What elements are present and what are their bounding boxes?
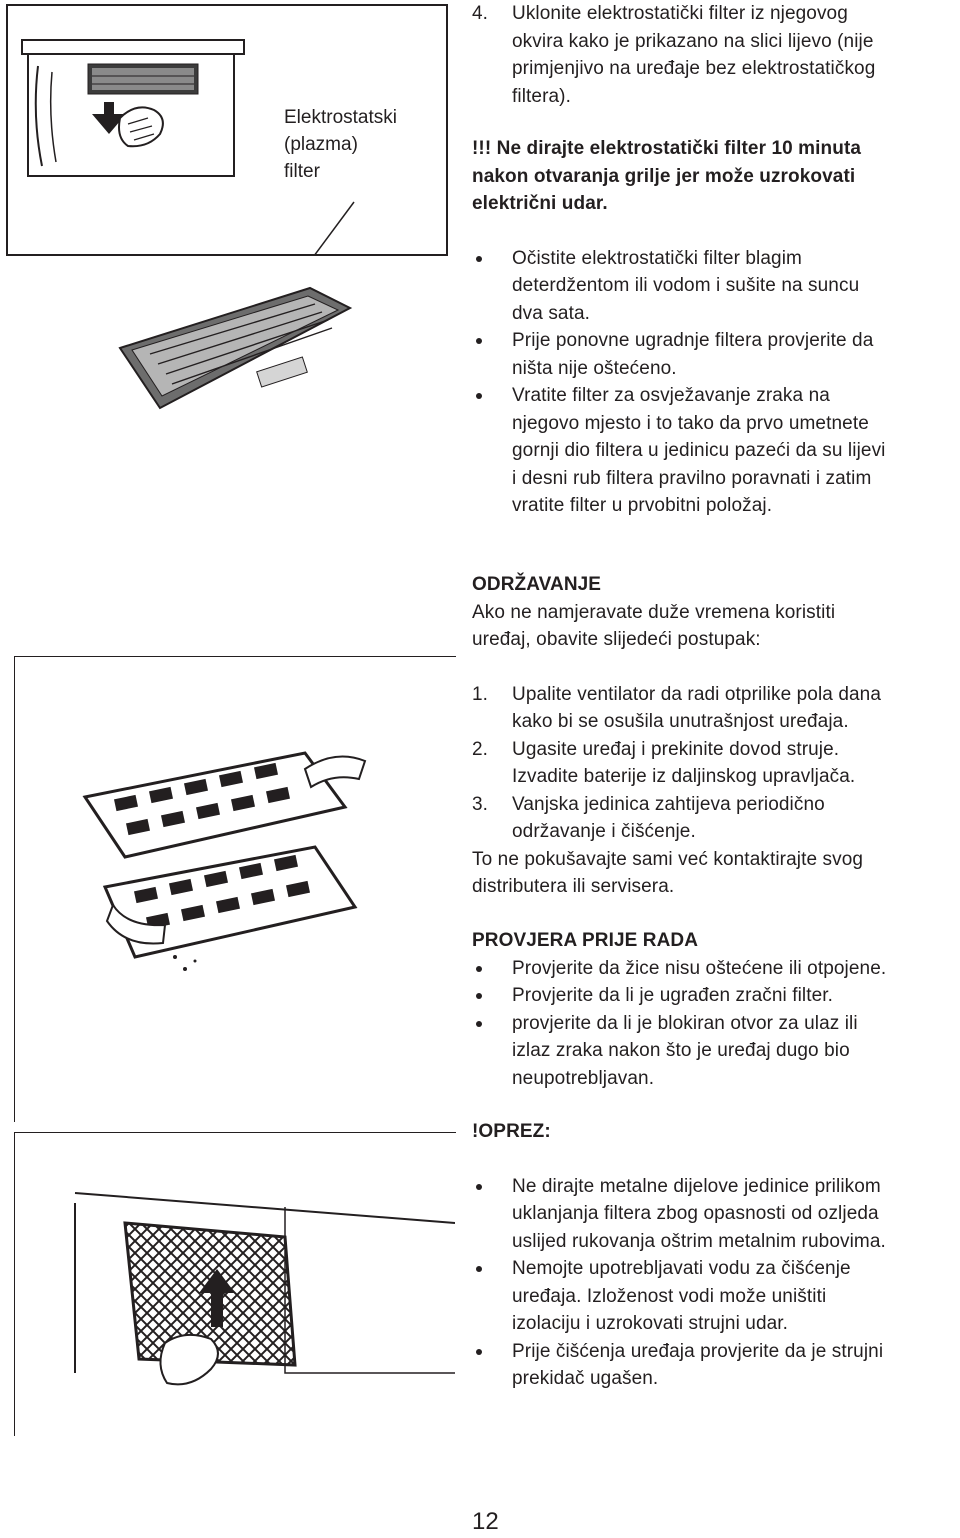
bullet-dot <box>476 993 482 999</box>
step-line: primjenjivo na uređaje bez elektrostatičkog <box>512 58 876 79</box>
bullet-line: uslijed rukovanja oštrim metalnim rubovima. <box>512 1230 886 1252</box>
bullet-dot <box>476 393 482 399</box>
bullet-item <box>472 1255 960 1338</box>
bullet-line: dva sata. <box>512 302 591 324</box>
bullet-dot <box>476 1184 482 1190</box>
warning-line: nakon otvaranja grilje jer može uzrokovati <box>472 165 856 187</box>
step-4 <box>472 0 960 110</box>
filter-washing-illustration <box>15 657 455 1121</box>
bullet-line: prekidač ugašen. <box>512 1368 659 1389</box>
bullet-line: i desni rub filtera pravilno poravnati i zatim <box>512 467 872 489</box>
bullet-dot <box>476 1021 482 1027</box>
bullet-dot <box>476 966 482 972</box>
filter-caption <box>284 104 397 185</box>
shock-warning <box>472 135 960 218</box>
bullet-line: deterdžentom ili vodom i sušite na suncu <box>512 275 860 296</box>
text-column <box>472 0 960 516</box>
bullet-line: gornji dio filtera u jedinicu pazeći da su lijevi <box>512 440 886 461</box>
filter-removal-illustration <box>15 1133 455 1435</box>
bullet-line: ništa nije oštećeno. <box>512 357 677 379</box>
figure-filter-cleaning <box>14 656 456 1122</box>
bullet-line: provjerite da li je blokiran otvor za ulaz ili <box>512 1012 858 1034</box>
bullet-line: neupotrebljavan. <box>512 1067 655 1089</box>
bullet-item <box>472 245 960 328</box>
step-line: filtera). <box>512 85 571 107</box>
page-number: 12 <box>472 1508 499 1535</box>
bullet-line: Očistite elektrostatički filter blagim <box>512 247 802 269</box>
maintenance-note-line: distributera ili servisera. <box>472 876 675 897</box>
figure-electrostatic-filter <box>6 4 448 256</box>
bullet-dot <box>476 1349 482 1355</box>
step-number: 1. <box>472 683 489 705</box>
bullet-dot <box>476 1266 482 1272</box>
maintenance-step <box>472 736 960 791</box>
bullet-line: vratite filter u prvobitni položaj. <box>512 495 773 516</box>
check-section <box>472 927 960 1092</box>
bullet-line: Ne dirajte metalne dijelove jedinice prilikom <box>512 1175 881 1197</box>
caution-section <box>472 1118 960 1393</box>
maintenance-step <box>472 681 960 736</box>
filter-caption-line: filter <box>284 161 320 182</box>
maintenance-step <box>472 791 960 846</box>
step-line: okvira kako je prikazano na slici lijevo (nije <box>512 30 874 52</box>
bullet-item <box>472 982 960 1010</box>
bullet-line: uređaja. Izloženost vodi može uništiti <box>512 1285 827 1307</box>
maintenance-note-line: To ne pokušavajte sami već kontaktirajte svog <box>472 848 864 870</box>
bullet-item <box>472 1338 960 1393</box>
step-number: 4. <box>472 3 489 24</box>
bullet-line: Provjerite da li je ugrađen zračni filter. <box>512 985 834 1006</box>
step-number: 3. <box>472 793 489 815</box>
warning-line: električni udar. <box>472 193 608 214</box>
bullet-line: njegovo mjesto i to tako da prvo umetnete <box>512 412 869 434</box>
bullet-item <box>472 1173 960 1256</box>
step-line: održavanje i čišćenje. <box>512 821 696 842</box>
step-line: Uklonite elektrostatički filter iz njegovog <box>512 3 848 24</box>
cleaning-bullets <box>472 245 960 520</box>
step-line: Ugasite uređaj i prekinite dovod struje. <box>512 738 840 760</box>
bullet-line: uklanjanja filtera zbog opasnosti od ozljeda <box>512 1203 879 1224</box>
maintenance-intro-line: Ako ne namjeravate duže vremena koristiti <box>472 601 836 623</box>
bullet-item <box>472 1010 960 1093</box>
bullet-line: izolaciju i uzrokovati strujni udar. <box>512 1313 789 1334</box>
bullet-dot <box>476 338 482 344</box>
caution-heading: !OPREZ: <box>472 1121 551 1142</box>
bullet-item <box>472 955 960 983</box>
electrostatic-filter-illustration <box>110 268 360 428</box>
maintenance-intro-line: uređaj, obavite slijedeći postupak: <box>472 629 761 650</box>
step-line: kako bi se osušila unutrašnjost uređaja. <box>512 711 849 732</box>
warning-line: !!! Ne dirajte elektrostatički filter 10 minuta <box>472 138 862 159</box>
bullet-line: Prije ponovne ugradnje filtera provjerite da <box>512 330 874 351</box>
maintenance-section <box>472 571 960 901</box>
bullet-line: izlaz zraka nakon što je uređaj dugo bio <box>512 1040 850 1061</box>
bullet-item <box>472 382 960 520</box>
bullet-line: Prije čišćenja uređaja provjerite da je strujni <box>512 1340 884 1362</box>
filter-caption-line: (plazma) <box>284 134 358 155</box>
bullet-dot <box>476 256 482 262</box>
filter-caption-line: Elektrostatski <box>284 107 397 128</box>
bullet-line: Provjerite da žice nisu oštećene ili otpojene. <box>512 957 887 979</box>
bullet-line: Nemojte upotrebljavati vodu za čišćenje <box>512 1258 851 1279</box>
check-heading: PROVJERA PRIJE RADA <box>472 930 699 951</box>
step-line: Vanjska jedinica zahtijeva periodično <box>512 793 825 815</box>
maintenance-heading: ODRŽAVANJE <box>472 574 602 595</box>
step-number: 2. <box>472 738 489 760</box>
bullet-item <box>472 327 960 382</box>
bullet-line: Vratite filter za osvježavanje zraka na <box>512 385 830 406</box>
step-line: Izvadite baterije iz daljinskog upravljača. <box>512 766 856 787</box>
figure-filter-removal <box>14 1132 456 1436</box>
step-line: Upalite ventilator da radi otprilike pola dana <box>512 683 881 705</box>
